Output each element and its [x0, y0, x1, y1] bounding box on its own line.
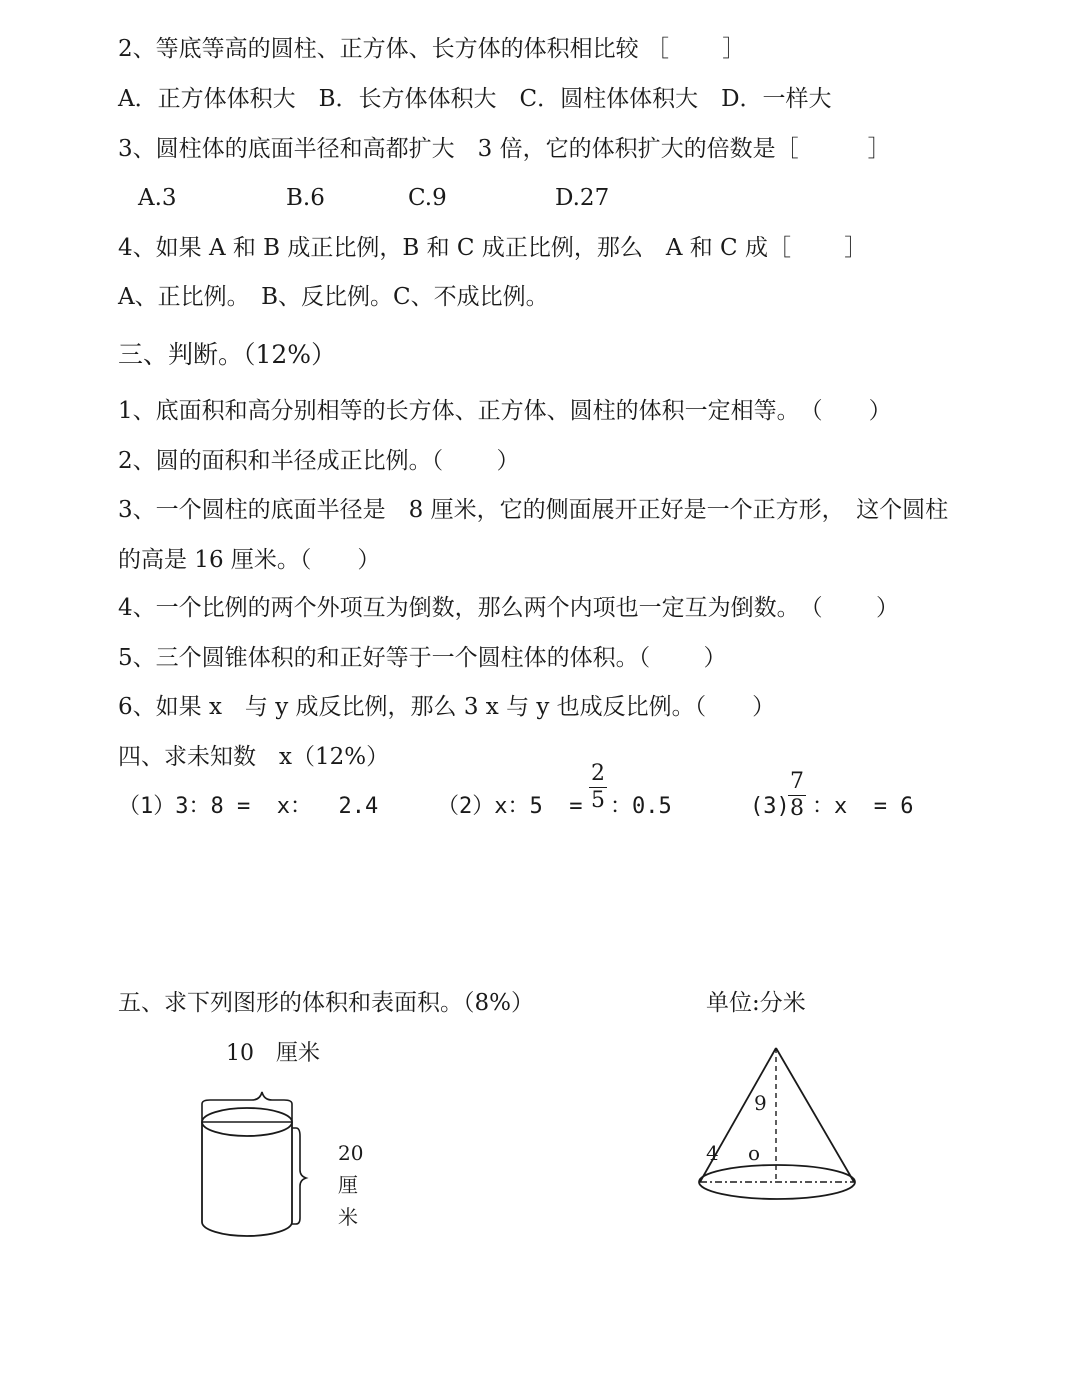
question-3-option-a: A.3	[138, 185, 177, 211]
equation-2-left: （2）x：5 =	[437, 794, 583, 819]
judge-item-4: 4、一个比例的两个外项互为倒数，那么两个内项也一定互为倒数。 （ ）	[118, 595, 899, 621]
cone-radius-label: 4	[706, 1141, 719, 1165]
cylinder-height-unit-1: 厘	[338, 1173, 358, 1197]
question-3: 3、圆柱体的底面半径和高都扩大 3 倍，它的体积扩大的倍数是［ ］	[118, 136, 891, 162]
cone-height-label: 9	[754, 1091, 767, 1115]
equation-2-right: ：0.5	[610, 794, 672, 819]
question-4-options: A、正比例。 B、反比例。C、不成比例。	[118, 284, 549, 310]
cylinder-bottom	[202, 1222, 292, 1236]
question-3-option-d: D.27	[555, 185, 610, 211]
equation-3-left: (3)	[750, 794, 790, 819]
section-5-title: 五、求下列图形的体积和表面积。（8%）	[118, 990, 534, 1016]
judge-item-1: 1、底面积和高分别相等的长方体、正方体、圆柱的体积一定相等。 （ ）	[118, 398, 892, 424]
question-3-option-b: B.6	[286, 185, 325, 211]
section-4-title: 四、求未知数 x（12%）	[118, 744, 390, 770]
judge-item-2: 2、圆的面积和半径成正比例。（ ）	[118, 448, 520, 474]
judge-item-3-cont: 的高是 16 厘米。（ ）	[118, 547, 381, 573]
diameter-brace	[202, 1092, 292, 1122]
question-3-option-c: C.9	[408, 185, 447, 211]
cylinder-height-number: 20	[338, 1141, 364, 1165]
equation-3-right: ：x = 6	[812, 794, 914, 819]
judge-item-6: 6、如果 x 与 y 成反比例，那么 3 x 与 y 也成反比例。（ ）	[118, 694, 776, 720]
equation-2-denominator: 5	[591, 788, 605, 813]
equation-1: （1）3：8 = x： 2.4	[118, 794, 379, 819]
unit-label: 单位:分米	[706, 990, 806, 1016]
cone-right-edge	[776, 1048, 854, 1182]
cone-center-label: o	[748, 1141, 761, 1165]
section-3-title: 三、判断。（12%）	[118, 340, 337, 369]
judge-item-3: 3、一个圆柱的底面半径是 8 厘米，它的侧面展开正好是一个正方形， 这个圆柱	[118, 497, 949, 523]
cylinder-figure	[180, 1030, 400, 1250]
equation-2-fraction	[585, 762, 611, 813]
equation-3-numerator: 7	[790, 769, 804, 794]
equation-3-fraction	[784, 770, 810, 821]
equation-3-denominator: 8	[790, 796, 804, 821]
cone-figure	[690, 1040, 870, 1220]
height-brace	[292, 1128, 306, 1224]
cylinder-diameter-label: 10 厘米	[226, 1041, 320, 1066]
question-2-options: A．正方体体积大 B．长方体体积大 C．圆柱体体积大 D．一样大	[118, 86, 832, 112]
equation-2-numerator: 2	[591, 761, 605, 786]
judge-item-5: 5、三个圆锥体积的和正好等于一个圆柱体的体积。（ ）	[118, 645, 727, 671]
cylinder-height-unit-2: 米	[338, 1205, 358, 1229]
question-2: 2、等底等高的圆柱、正方体、长方体的体积相比较 ［ ］	[118, 36, 746, 62]
question-4: 4、如果 A 和 B 成正比例，B 和 C 成正比例，那么 A 和 C 成［ ］	[118, 235, 868, 261]
